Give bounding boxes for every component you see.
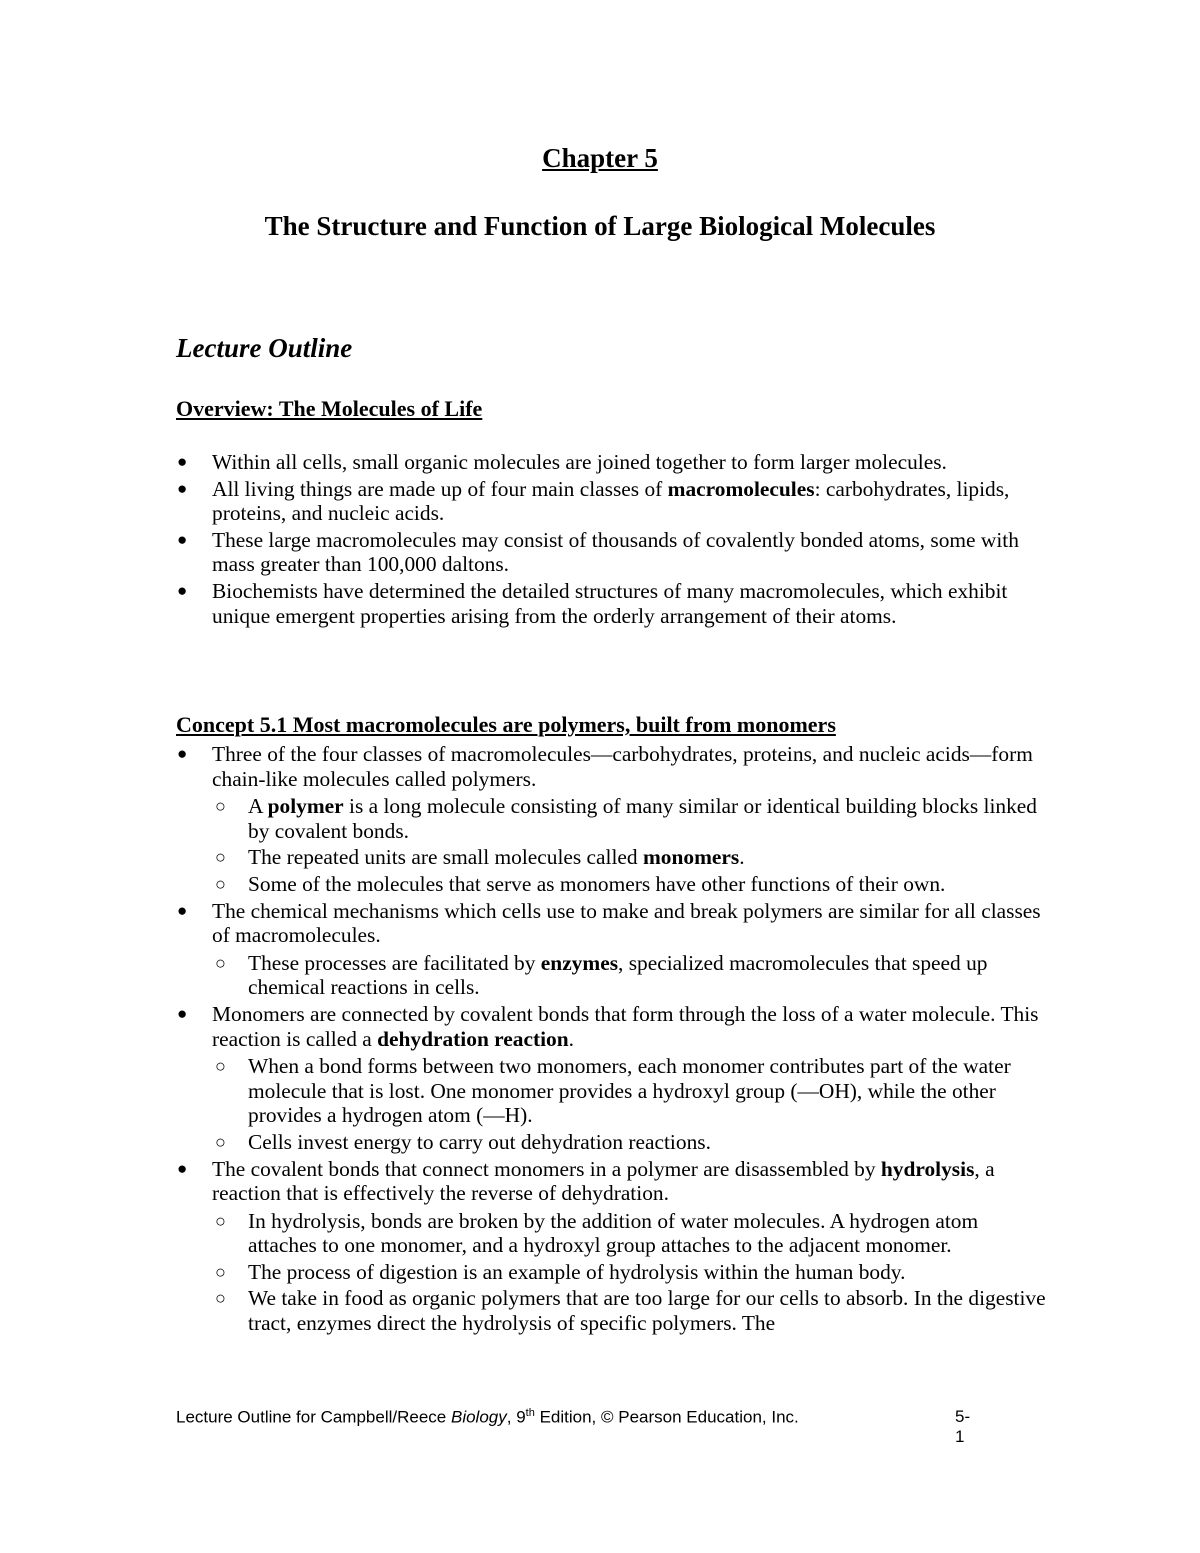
circle-bullet-icon: ○ [215, 1210, 226, 1231]
list-item: ● Monomers are connected by covalent bonds that form through the loss of a water molecule. This reaction is called a dehydration reaction. ○ When a bond forms between two monomers, each monomer contributes part of the water molecule that is lost. One monomer provides a hydroxyl group (—OH), while the other provides a hydrogen atom (—H). ○ Cells invest energy to carry out dehydration reactions. [176, 1002, 1046, 1155]
sub-list [212, 951, 1046, 1000]
sub-list-item: ○ Cells invest energy to carry out dehydration reactions. [215, 1129, 711, 1154]
chapter-subtitle: The Structure and Function of Large Biological Molecules [264, 211, 936, 241]
sub-list [212, 1209, 1046, 1336]
circle-bullet-icon: ○ [215, 1261, 226, 1282]
bullet-text: All living things are made up of four main classes of [212, 476, 668, 501]
list-item [176, 450, 1046, 475]
list-item [176, 742, 1046, 897]
bullet-text: : carbohydrates, lipids, proteins, and nucleic acids. [212, 476, 1010, 526]
page-footer: Lecture Outline for Campbell/Reece Biology, 9th Edition, © Pearson Education, Inc. 5-1 [176, 1407, 976, 1428]
bullet-text: The covalent bonds that connect monomers in a polymer are disassembled by [212, 1156, 881, 1181]
bullet-icon: ● [177, 580, 188, 600]
bullet-text: Biochemists have determined the detailed structures of many macromolecules, which exhibit unique emergent properties arising from the orderly arrangement of their atoms. [212, 578, 1008, 628]
term-polymer: polymer [267, 794, 344, 819]
bullet-text: Three of the four classes of macromolecules—carbohydrates, proteins, and nucleic acids—form chain-like molecules called polymers. [212, 742, 1033, 791]
circle-bullet-icon: ○ [215, 873, 226, 894]
bullet-text: The chemical mechanisms which cells use to make and break polymers are similar for all classes of macromolecules. [212, 898, 1041, 948]
list-item [176, 528, 1046, 577]
list-item: ● The covalent bonds that connect monomers in a polymer are disassembled by hydrolysis, a reaction that is effectively the reverse of dehydration. ○ In hydrolysis, bonds are broken by the addition of water molecules. A hydrogen atom attaches to one monomer, and a hydroxyl group attaches to the adjacent monomer. ○ The process of digestion is an example of hydrolysis within the human body. ○ We take in food as organic polymers that are too large for our cells to absorb. In the digestive tract, enzymes direct the hydrolysis of specific polymers. The [177, 1156, 1046, 1336]
bullet-icon: ● [177, 1158, 188, 1178]
circle-bullet-icon: ○ [215, 1131, 226, 1152]
bullet-text: These large macromolecules may consist of thousands of covalently bonded atoms, some with mass greater than 100,000 daltons. [212, 527, 1019, 577]
bullet-icon: ● [177, 900, 188, 920]
bullet-text: Monomers are connected by covalent bonds that form through the loss of a water molecule. This reaction is called a [212, 1001, 1039, 1051]
bullet-icon: ● [177, 1003, 188, 1023]
term-macromolecules: macromolecules [667, 476, 815, 501]
term-hydrolysis: hydrolysis [880, 1156, 975, 1181]
term-monomers: monomers [642, 845, 740, 870]
lecture-outline-heading: Lecture Outline [176, 333, 353, 363]
list-item [176, 579, 1046, 628]
sub-list-item: ○ We take in food as organic polymers that are too large for our cells to absorb. In the digestive tract, enzymes direct the hydrolysis of specific polymers. The [215, 1286, 1046, 1336]
bullet-icon: ● [177, 744, 188, 763]
circle-bullet-icon: ○ [215, 1056, 226, 1077]
sub-list-item: ○ When a bond forms between two monomers, each monomer contributes part of the water molecule that is lost. One monomer provides a hydroxyl group (—OH), while the other provides a hydrogen atom (—H). [215, 1054, 1011, 1128]
circle-bullet-icon: ○ [215, 847, 226, 868]
overview-heading: Overview: The Molecules of Life [176, 396, 483, 421]
bullet-icon: ● [177, 478, 188, 498]
bullet-icon: ● [177, 529, 188, 549]
list-item [176, 477, 1046, 526]
list-item [176, 899, 1046, 1000]
circle-bullet-icon: ○ [215, 1288, 226, 1309]
concept-heading: Concept 5.1 Most macromolecules are polymers, built from monomers [176, 712, 836, 737]
chapter-title: Chapter 5 [542, 143, 658, 173]
term-enzymes: enzymes [540, 950, 619, 975]
circle-bullet-icon: ○ [215, 952, 226, 973]
sub-list-item: ○ The process of digestion is an example of hydrolysis within the human body. [215, 1259, 906, 1284]
sub-list-item: ○ A polymer is a long molecule consisting of many similar or identical building blocks linked by covalent bonds. [215, 794, 1037, 843]
term-dehydration-reaction: dehydration reaction [377, 1026, 569, 1051]
circle-bullet-icon: ○ [215, 796, 226, 817]
bullet-text: Within all cells, small organic molecules are joined together to form larger molecules. [212, 450, 947, 474]
book-title: Biology [450, 1407, 507, 1427]
sub-list-item: ○ In hydrolysis, bonds are broken by the addition of water molecules. A hydrogen atom attaches to one monomer, and a hydroxyl group attaches to the adjacent monomer. [215, 1208, 979, 1258]
sub-list [212, 794, 1046, 896]
concept-list [176, 742, 1046, 1338]
sub-list [212, 1054, 1046, 1154]
bullet-icon: ● [177, 452, 188, 471]
page-number: 5-1 [955, 1407, 971, 1446]
sub-list-item: ○ Some of the molecules that serve as monomers have other functions of their own. [215, 871, 946, 896]
overview-list [176, 450, 1046, 630]
sub-list-item: ○ These processes are facilitated by enzymes, specialized macromolecules that speed up chemical reactions in cells. [215, 950, 988, 1000]
sub-list-item: ○ The repeated units are small molecules called monomers. [215, 845, 745, 870]
